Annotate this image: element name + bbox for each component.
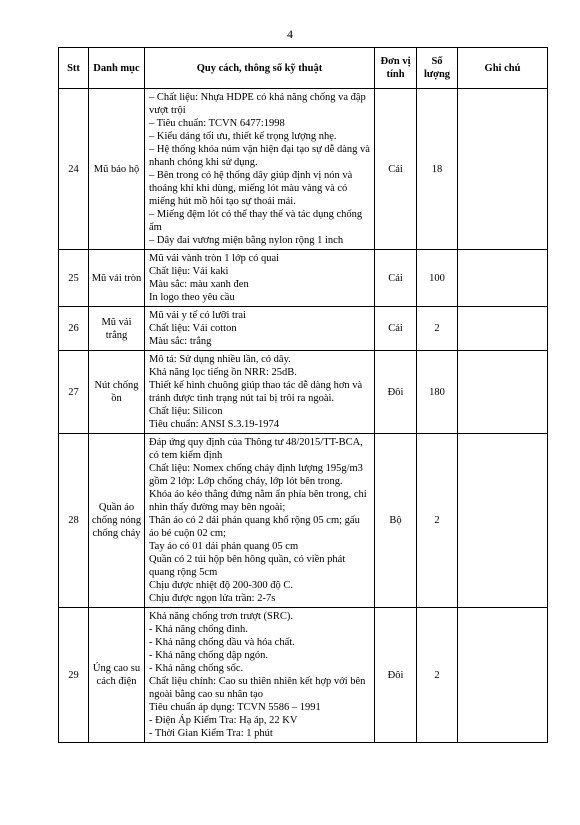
spec-line: Khả năng lọc tiếng ồn NRR: 25dB.	[149, 367, 297, 378]
table-row	[59, 250, 548, 307]
spec-line: Chất liệu: Vải kaki	[149, 266, 229, 277]
cell-spec	[145, 608, 375, 743]
cell-note	[458, 307, 548, 351]
cell-category: Quần áo chống nóng chống cháy	[89, 434, 145, 608]
cell-unit: Cái	[375, 307, 417, 351]
spec-line: - Khả năng chống dầu và hóa chất.	[149, 637, 295, 648]
spec-line: Quần có 2 túi hộp bên hông quần, có viền phát quang rộng 5cm	[149, 554, 346, 578]
cell-stt: 25	[59, 250, 89, 307]
cell-spec	[145, 250, 375, 307]
spec-line: Khả năng chống trơn trượt (SRC).	[149, 611, 293, 622]
header-unit: Đơn vị tính	[375, 48, 417, 89]
cell-stt: 24	[59, 89, 89, 250]
spec-line: - Khả năng chống sốc.	[149, 663, 244, 674]
equipment-spec-table	[58, 47, 548, 743]
cell-category: Ủng cao su cách điện	[89, 608, 145, 743]
spec-line: Tay áo có 01 dải phản quang 05 cm	[149, 541, 299, 552]
cell-category: Mũ vải trắng	[89, 307, 145, 351]
cell-category: Nút chống ồn	[89, 351, 145, 434]
cell-note	[458, 351, 548, 434]
spec-line: – Miếng đệm lót có thể thay thế và tác dụng chống ẩm	[149, 209, 363, 233]
cell-note	[458, 250, 548, 307]
spec-line: Đáp ứng quy định của Thông tư 48/2015/TT-BCA, có tem kiểm định	[149, 437, 363, 461]
spec-line: - Khả năng chống đinh.	[149, 624, 248, 635]
header-stt: Stt	[59, 48, 89, 89]
spec-line: - Khả năng chống dập ngón.	[149, 650, 268, 661]
spec-line: Chất liệu chính: Cao su thiên nhiên kết hợp với bên ngoài bằng cao su nhân tạo	[149, 676, 366, 700]
cell-note	[458, 434, 548, 608]
table-row	[59, 434, 548, 608]
cell-quantity: 18	[417, 89, 458, 250]
cell-quantity: 2	[417, 608, 458, 743]
spec-line: - Thời Gian Kiểm Tra: 1 phút	[149, 728, 273, 739]
spec-line: – Kiểu dáng tối ưu, thiết kế trọng lượng nhẹ.	[149, 131, 337, 142]
spec-line: – Chất liệu: Nhựa HDPE có khả năng chống va đập vượt trội	[149, 92, 366, 116]
cell-unit: Cái	[375, 89, 417, 250]
cell-unit: Cái	[375, 250, 417, 307]
cell-quantity: 2	[417, 307, 458, 351]
spec-line: Thiết kế hình chuông giúp thao tác dễ dàng hơn và tránh được tình trạng nút tai bị trôi ra ngoài.	[149, 380, 363, 404]
spec-line: Mũ vải vành tròn 1 lớp có quai	[149, 253, 280, 264]
cell-unit: Đôi	[375, 608, 417, 743]
table-header-row	[59, 48, 548, 89]
spec-line: Mũ vải y tế có lưỡi trai	[149, 310, 246, 321]
header-note: Ghi chú	[458, 48, 548, 89]
spec-line: Khóa áo kéo thẳng đứng nằm ẩn phía bên trong, chỉ nhìn thấy đường may bên ngoài;	[149, 489, 367, 513]
spec-line: – Tiêu chuẩn: TCVN 6477:1998	[149, 118, 285, 129]
spec-line: Màu sắc: màu xanh đen	[149, 279, 249, 290]
cell-spec	[145, 351, 375, 434]
header-quantity: Số lượng	[417, 48, 458, 89]
table-row	[59, 307, 548, 351]
cell-quantity: 180	[417, 351, 458, 434]
spec-line: – Bên trong có hệ thống dây giúp định vị nón và thoáng khí khi dùng, miếng lót màu vàng và có miếng hút mồ hôi tạo sự thoải mái.	[149, 170, 353, 207]
spec-line: Thân áo có 2 dải phản quang khổ rộng 05 cm; gấu áo bé cuộn 02 cm;	[149, 515, 360, 539]
cell-spec	[145, 307, 375, 351]
cell-note	[458, 89, 548, 250]
spec-line: Mô tả: Sử dụng nhiều lần, có dây.	[149, 354, 291, 365]
spec-line: Chất liệu: Nomex chống cháy định lượng 195g/m3 gồm 2 lớp: Lớp chống cháy, lớp lót bên trong.	[149, 463, 363, 487]
spec-line: Tiêu chuẩn áp dụng: TCVN 5586 – 1991	[149, 702, 321, 713]
spec-line: – Hệ thống khóa núm vặn hiện đại tạo sự dễ dàng và nhanh chóng khi sử dụng.	[149, 144, 370, 168]
cell-quantity: 2	[417, 434, 458, 608]
cell-stt: 28	[59, 434, 89, 608]
cell-category: Mũ vải tròn	[89, 250, 145, 307]
cell-stt: 27	[59, 351, 89, 434]
cell-unit: Đôi	[375, 351, 417, 434]
cell-quantity: 100	[417, 250, 458, 307]
table-row	[59, 351, 548, 434]
spec-line: Chất liệu: Silicon	[149, 406, 223, 417]
spec-line: Màu sắc: trắng	[149, 336, 212, 347]
cell-unit: Bộ	[375, 434, 417, 608]
header-spec: Quy cách, thông số kỹ thuật	[145, 48, 375, 89]
spec-line: In logo theo yêu cầu	[149, 292, 235, 303]
table-row	[59, 89, 548, 250]
spec-line: - Điện Áp Kiểm Tra: Hạ áp, 22 KV	[149, 715, 298, 726]
cell-note	[458, 608, 548, 743]
spec-line: Tiêu chuẩn: ANSI S.3.19-1974	[149, 419, 279, 430]
table-row	[59, 608, 548, 743]
spec-line: Chịu được nhiệt độ 200-300 độ C.	[149, 580, 293, 591]
spec-line: – Dây đai vương miện bằng nylon rộng 1 inch	[149, 235, 344, 246]
spec-line: Chịu được ngọn lửa trần: 2-7s	[149, 593, 276, 604]
cell-spec	[145, 434, 375, 608]
cell-stt: 29	[59, 608, 89, 743]
cell-spec	[145, 89, 375, 250]
spec-line: Chất liệu: Vải cotton	[149, 323, 237, 334]
cell-stt: 26	[59, 307, 89, 351]
cell-category: Mũ bảo hộ	[89, 89, 145, 250]
page-number: 4	[287, 27, 293, 41]
header-category: Danh mục	[89, 48, 145, 89]
